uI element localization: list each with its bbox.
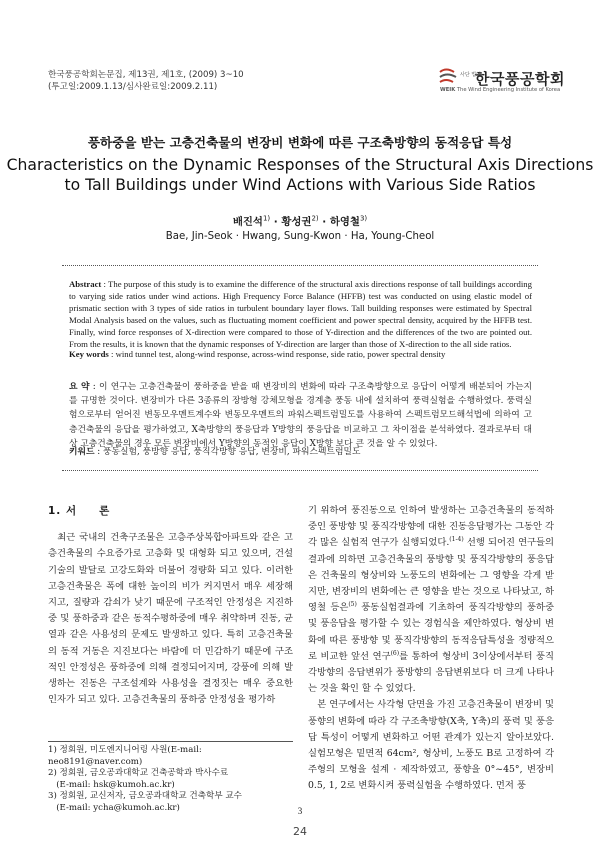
section-number: 1. 서 [48, 505, 78, 517]
authors-korean [0, 213, 600, 228]
logo-prefix: 사단 법인 [460, 72, 481, 78]
author-name: 하영철 [329, 216, 360, 228]
author-name: 황성권 [281, 216, 312, 228]
logo-mark-text: WEIK [440, 87, 456, 93]
abstract-text: : The purpose of this study is to examine the difference of the structural axis directions response of tall buildings according to varying side ratios under wind actions. High Frequency Force Balance (HFFB) test was conducted on using elastic model of prismatic section with 3 types of side ratios in turbulent boundary layer flows. Tall building responses were estimated by Spectral Modal Analysis based on the values, such as fluctuating moment coefficient and power spectral density, acquired by the HFFB test. Finally, wind force responses of X-direction were compared to those of Y-direction and the differences of the two are pointed out. From the results, it is known that the dynamic responses of Y-direction are larger than those of X-direction to the all side ratios. [69, 279, 532, 350]
page-number-outer: 24 [293, 825, 307, 838]
summary-text: : 이 연구는 고층건축물이 풍하중을 받을 때 변장비의 변화에 따라 구조축방향으로 응답이 어떻게 배분되어 가는지를 규명한 것이다. 변장비가 다른 3종류의 장방형 강체모형을 경계층 풍동 내에 설치하여 풍력실험을 수행하였다. 풍력실험으로부터 얻어진 변동모우멘트계수와 변동모우멘트의 파워스펙트럼밀도를 사용하여 스펙트럼모드해석법에 의하여 고층건축물의 응답을 평가하였고, X축방향의 풍응답과 Y방향의 풍응답을 비교하고 그 차이점을 분석하였다. 결과로부터 대상 고층건축물의 경우 모든 변장비에서 Y방향의 동적인 응답이 X방향 보다 큰 것을 알 수 있었다. [69, 382, 533, 449]
author-separator: · [270, 216, 282, 228]
journal-line: 한국풍공학회논문집, 제13권, 제1호, (2009) 3~10 [48, 70, 244, 80]
author-affiliation-mark: 3) [359, 214, 368, 223]
keywords-korean-text: : 풍동실험, 풍방향 응답, 풍직각방향 응답, 변장비, 파워스펙트럼밀도 [94, 447, 361, 457]
weik-logo-icon [438, 68, 458, 86]
footnotes [48, 745, 293, 815]
authors-english: Bae, Jin-Seok · Hwang, Sung-Kwon · Ha, Young-Cheol [165, 231, 435, 242]
author-affiliation-mark: 1) [262, 214, 271, 223]
body-paragraph: 본 연구에서는 사각형 단면을 가진 고층건축물이 변장비 및 풍향의 변화에 따라 각 구조축방향(X축, Y축)의 풍력 및 풍응답 특성이 어떻게 변화하고 어떤 관계가 있는지 알아보았다. 실험모형은 밑면적 64cm², 형상비, 노풍도 B로 고정하여 각주형의 모형을 설계 · 제작하였고, 풍향을 0°~45°, 변장비 0.5, 1, 2로 변화시켜 풍력실험을 수행하였다. 먼저 풍 [308, 699, 554, 792]
logo-english-name: The Wind Engineering Institute of Korea [456, 87, 561, 93]
abstract [69, 278, 532, 351]
keywords-text: : wind tunnel test, along-wind response, across-wind response, side ratio, power spectral density [108, 349, 446, 359]
footnote-rule [48, 741, 293, 742]
keywords-korean-label: 키워드 [69, 447, 95, 457]
body-paragraph [308, 503, 554, 697]
keywords-korean [69, 446, 532, 458]
author-separator: · [318, 216, 330, 228]
author-name: 배진석 [232, 216, 263, 228]
title-korean: 풍하중을 받는 고층건축물의 변장비 변화에 따른 구조축방향의 동적응답 특성 [87, 135, 513, 150]
body-text: 를 통하여 형상비 3이상에서부터 풍직각방향의 응답변위가 풍방향의 응답변위보다 더 크게 나타나는 것을 확인 할 수 있었다. [308, 650, 555, 695]
keywords-label: Key words [69, 349, 109, 359]
footnote: (E-mail: hsk@kumoh.ac.kr) [48, 779, 175, 790]
section-heading [48, 503, 293, 519]
author-affiliation-mark: 2) [311, 214, 319, 223]
footnote: 2) 정회원, 금오공과대학교 건축공학과 박사수료 [48, 768, 229, 779]
page-number-inner: 3 [297, 806, 303, 816]
citation-mark: (1-4) [449, 536, 464, 544]
section-title: 론 [99, 505, 111, 517]
summary-korean [69, 380, 532, 451]
body-paragraph: 최근 국내의 건축구조물은 고층주상복합아파트와 같은 고층건축물의 수요증가로 고층화 및 대형화 되고 있으며, 건설기술의 발달로 고강도화와 더불어 경량화 되고 있다. 이러한 고층건축물은 폭에 대한 높이의 비가 커지면서 매우 세장해지고, 질량과 감쇠가 낮기 때문에 구조적인 안정성은 지진하중 및 풍하중과 같은 동적수평하중에 매우 취약하며 진동, 균열과 같은 사용성의 문제도 발생하고 있다. 특히 고층건축물의 동적 거동은 지진보다는 바람에 더 민감하기 때문에 구조적인 안정성은 풍하중에 의해 결정되어지며, 강풍에 의해 발생하는 진동은 구조설계와 사용성을 결정짓는 매우 중요한 인자가 되고 있다. 고층건축물의 풍하중 안정성을 평가하 [48, 532, 293, 706]
logo-name: 한국풍공학회 [475, 70, 565, 88]
keywords [69, 348, 532, 360]
summary-label: 요 약 [69, 382, 90, 392]
body-text: 기 위하여 풍진동으로 인하여 발생하는 고층건축물의 동적하중인 풍방향 및 풍직각방향에 대한 진동응답평가는 그동안 각각 많은 실험적 연구가 실행되었다. [308, 505, 554, 549]
title-english [0, 156, 600, 195]
submission-dates: (투고일:2009.1.13/심사완료일:2009.2.11) [48, 82, 218, 92]
title-english-line2: to Tall Buildings under Wind Actions with Various Side Ratios [64, 175, 536, 194]
footnote: (E-mail: ycha@kumoh.ac.kr) [48, 802, 180, 813]
journal-citation [48, 69, 244, 93]
title-english-line1: Characteristics on the Dynamic Responses of the Structural Axis Directions [6, 156, 594, 174]
citation-mark: (6) [390, 649, 400, 657]
body-column-left [48, 503, 293, 708]
body-text: 선행 되어진 연구들의 결과에 의하면 고층건축물의 풍방향 및 풍직각방향의 풍응답은 건축물의 형상비와 노풍도의 변화에는 그 영향을 각게 받지만, 변장비의 변화에는 큰 영향을 받는 것으로 나타났고, 하영철 등은 [308, 537, 554, 614]
divider-top [62, 265, 538, 266]
citation-mark: (5) [348, 601, 357, 609]
body-text: 풍동실험결과에 기초하여 풍직각방향의 풍하중 및 풍응답을 평가할 수 있는 경험식을 제안하였다. 형상비 변화에 따른 풍방향 및 풍직각방향의 동적응답특성을 정량적으로 비교한 앞선 연구 [308, 602, 554, 662]
abstract-label: Abstract [69, 279, 102, 289]
footnote: 1) 정회원, 미도엔지니어링 사원(E-mail: neo8191@naver.com) [48, 745, 202, 767]
footnote: 3) 정회원, 교신저자, 금오공과대학교 건축학부 교수 [48, 791, 242, 802]
society-logo [438, 66, 568, 96]
divider-bottom [62, 470, 538, 471]
body-column-right [308, 503, 554, 795]
logo-english [440, 87, 560, 93]
